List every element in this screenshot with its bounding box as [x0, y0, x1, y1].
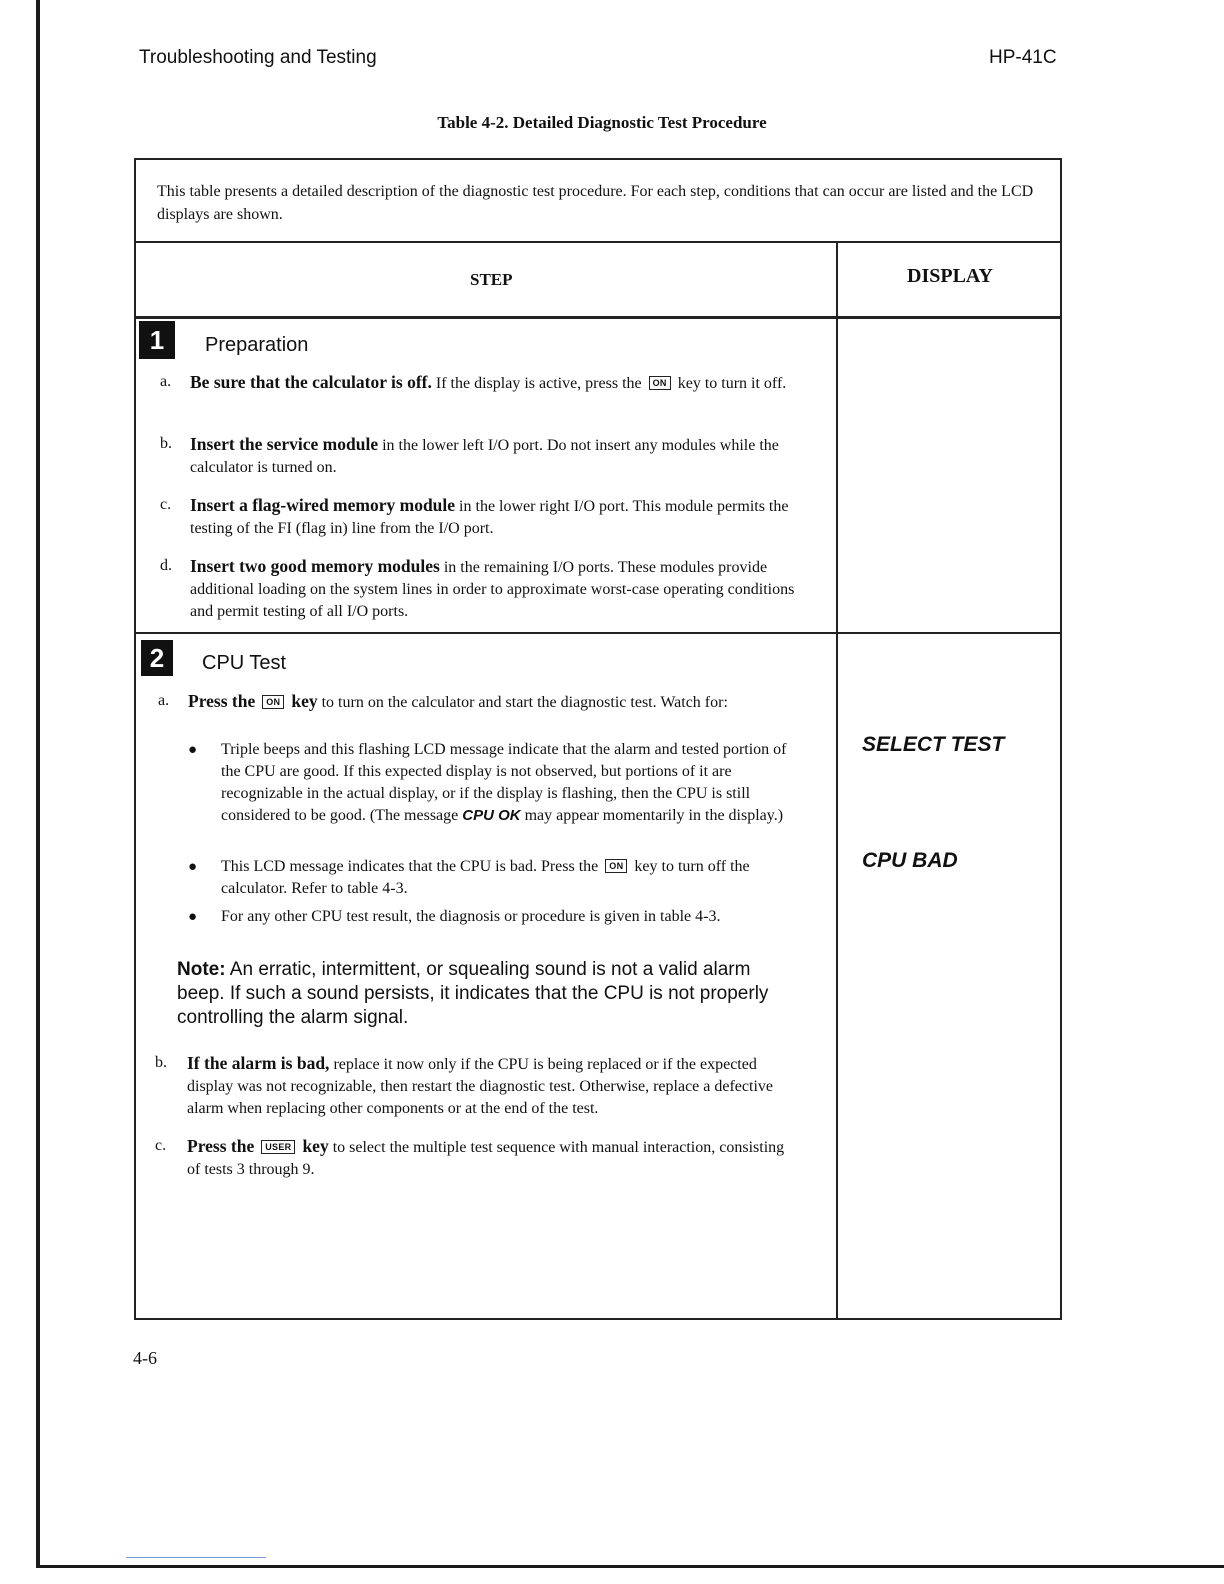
- step-text: in the lower right I/O port. This module permits the testing of the FI (flag in) line from the I/O port.: [190, 498, 789, 537]
- step-letter: b.: [160, 435, 172, 452]
- table-caption: Table 4-2. Detailed Diagnostic Test Procedure: [437, 113, 767, 132]
- bullet-text: This LCD message indicates that the CPU is bad. Press the: [221, 858, 599, 875]
- bullet-text: For any other CPU test result, the diagnosis or procedure is given in table 4-3.: [221, 908, 721, 925]
- step-text: key to turn it off.: [677, 375, 787, 392]
- intro-divider: [134, 241, 1062, 243]
- bullet-icon: ●: [188, 742, 198, 758]
- alarm-note: [177, 958, 777, 1030]
- step-lead: Press the: [188, 691, 256, 711]
- note-text: An erratic, intermittent, or squealing sound is not a valid alarm beep. If such a sound persists, it indicates that the CPU is not properly controlling the alarm signal.: [177, 959, 769, 1028]
- step-letter: a.: [158, 692, 170, 709]
- step-lead: If the alarm is bad,: [187, 1053, 330, 1073]
- step-lead: Press the: [187, 1136, 255, 1156]
- bullet-icon: ●: [188, 859, 198, 875]
- bullet-icon: ●: [188, 909, 198, 925]
- page-number: 4-6: [133, 1348, 157, 1368]
- display-column-header: DISPLAY: [907, 265, 993, 287]
- scan-edge-bottom: [36, 1565, 1224, 1568]
- running-header-model: HP-41C: [989, 47, 1057, 68]
- step-text: If the display is active, press the: [435, 375, 642, 392]
- step-letter: a.: [160, 373, 172, 390]
- step-column-header: STEP: [470, 270, 513, 289]
- step-lead: key: [302, 1136, 329, 1156]
- scan-edge-left: [36, 0, 40, 1568]
- bullet-text: Triple beeps and this flashing LCD message indicate that the alarm and tested portion of the CPU are good. If this expected display is not observed, but portions of it are recognizable in the actual display, or if the display is flashing, then the CPU is still considered to be good. (The message: [221, 741, 787, 824]
- step-lead: key: [291, 691, 318, 711]
- on-key-icon: ON: [605, 859, 627, 873]
- scan-artifact-line: [126, 1557, 266, 1558]
- on-key-icon: ON: [649, 376, 671, 390]
- running-header-section: Troubleshooting and Testing: [139, 47, 377, 68]
- step-lead: Insert a flag-wired memory module: [190, 495, 456, 515]
- step-letter: c.: [160, 496, 172, 513]
- step-lead: Insert the service module: [190, 434, 379, 454]
- column-divider: [836, 241, 838, 1320]
- user-key-icon: USER: [261, 1140, 295, 1154]
- section-divider: [134, 632, 1062, 634]
- lcd-message-inline: CPU OK: [462, 807, 521, 824]
- table-intro: This table presents a detailed description of the diagnostic test procedure. For each step, conditions that can occur are listed and the LCD displays are shown.: [157, 183, 1034, 223]
- step-number-badge-2: 2: [141, 640, 173, 676]
- step-letter: b.: [155, 1054, 167, 1071]
- header-divider: [134, 316, 1062, 319]
- step-lead: Be sure that the calculator is off.: [190, 372, 432, 392]
- note-label: Note:: [177, 959, 226, 980]
- lcd-display-cpu-bad: CPU BAD: [862, 849, 958, 872]
- on-key-icon: ON: [262, 695, 284, 709]
- step-text: in the lower left I/O port. Do not insert any modules while the calculator is turned on.: [190, 437, 779, 476]
- step-text: to turn on the calculator and start the diagnostic test. Watch for:: [321, 694, 728, 711]
- step-letter: c.: [155, 1137, 167, 1154]
- step-number-badge-1: 1: [139, 321, 175, 359]
- section-title-cpu-test: CPU Test: [202, 652, 287, 674]
- lcd-display-select-test: SELECT TEST: [862, 733, 1005, 756]
- step-letter: d.: [160, 557, 172, 574]
- bullet-text: key to turn off the calculator. Refer to table 4-3.: [221, 858, 750, 897]
- step-text: replace it now only if the CPU is being replaced or if the expected display was not recognizable, then restart the diagnostic test. Otherwise, replace a defective alarm when replacing other components or at the end of the test.: [187, 1056, 773, 1117]
- step-lead: Insert two good memory modules: [190, 556, 440, 576]
- step-text: in the remaining I/O ports. These modules provide additional loading on the system lines in order to approximate worst-case operating conditions and permit testing of all I/O ports.: [190, 559, 795, 620]
- step-text: to select the multiple test sequence with manual interaction, consisting of tests 3 through 9.: [187, 1139, 785, 1178]
- section-title-preparation: Preparation: [205, 334, 309, 356]
- bullet-text: may appear momentarily in the display.): [524, 807, 784, 824]
